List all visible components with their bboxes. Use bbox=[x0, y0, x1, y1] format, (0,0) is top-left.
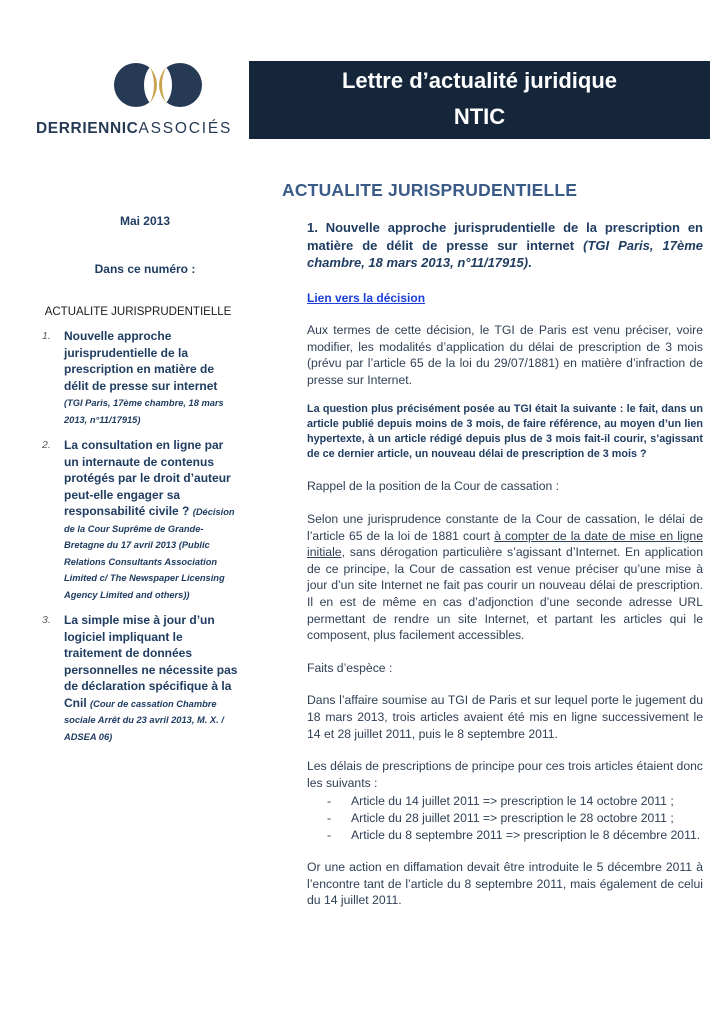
paragraph-intro: Aux termes de cette décision, le TGI de Paris est venu préciser, voire modifier, les modalités d’application du délai de prescription de 3 mois (prévu par l’article 65 de la loi du 29/07/1881) en matière d’infraction de presse sur Internet. bbox=[307, 323, 703, 387]
sidebar-section-title: ACTUALITE JURISPRUDENTIELLE bbox=[44, 306, 232, 318]
decision-link[interactable]: Lien vers la décision bbox=[307, 290, 426, 305]
company-logo bbox=[36, 62, 236, 142]
contents-item-title: La consultation en ligne par un internaute de contenus protégés par le droit d’auteur peut-elle engager sa responsabilité civile ? bbox=[64, 438, 231, 518]
issue-date: Mai 2013 bbox=[119, 214, 171, 228]
paragraph-jurisprudence: Selon une jurisprudence constante de la Cour de cassation, le délai de l’article 65 de la loi de 1881 court à compter de la date de mise en ligne initiale, sans dérogation particulière s’agissant d’Internet. En application de ce principe, la Cour de cassation est venue préciser qu’une mise à jour d’un site Internet ne fait pas courir un nouveau délai de prescription. Il en est de même en cas d’adjonction d’une seconde adresse URL permettant de rendre un site Internet, et partant les articles qui le composent, plus facilement accessibles. bbox=[307, 512, 703, 643]
underlined-phrase: à compter de la date de mise en ligne initiale bbox=[307, 528, 703, 560]
contents-item-2[interactable] bbox=[38, 437, 238, 602]
paragraph-reminder: Rappel de la position de la Cour de cassation : bbox=[307, 479, 560, 494]
contents-item-number: 3. bbox=[42, 614, 51, 626]
contents-list bbox=[38, 328, 238, 744]
contents-item-ref: (Décision de la Cour Suprême de Grande-Bretagne du 17 avril 2013 (Public Relations Consultants Association Limited c/ The Newspaper Licensing Agency Limited and others)) bbox=[64, 507, 235, 600]
paragraph-action: Or une action en diffamation devait être introduite le 5 décembre 2011 à l’encontre tant de l’article du 8 septembre 2011, mais également de celui du 14 juillet 2011. bbox=[307, 860, 703, 908]
logo-mark-icon bbox=[106, 62, 210, 108]
contents-item-number: 1. bbox=[42, 330, 51, 342]
newsletter-title: Lettre d’actualité juridique bbox=[341, 68, 618, 93]
list-item: - Article du 8 septembre 2011 => prescription le 8 décembre 2011. bbox=[327, 827, 701, 842]
list-item: - Article du 28 juillet 2011 => prescription le 28 octobre 2011 ; bbox=[327, 810, 674, 825]
paragraph-facts-label: Faits d’espèce : bbox=[307, 660, 393, 675]
question-paragraph: La question plus précisément posée au TGI était la suivante : le fait, dans un article publié depuis moins de 3 mois, de faire référence, au moyen d’un lien hypertexte, à un article rédigé depuis plus de 3 mois fait-il courir, s’agissant de ce dernier article, un nouveau délai de prescription de 3 mois ? bbox=[307, 403, 703, 461]
sidebar bbox=[38, 214, 238, 754]
section-heading: ACTUALITE JURISPRUDENTIELLE bbox=[282, 180, 578, 200]
contents-item-ref: (TGI Paris, 17ème chambre, 18 mars 2013, n°11/17915) bbox=[64, 398, 224, 425]
article bbox=[307, 219, 703, 909]
article-title-ref: (TGI Paris, 17ème chambre, 18 mars 2013, n°11/17915) bbox=[307, 237, 703, 270]
paragraph-deadlines: Les délais de prescriptions de principe pour ces trois articles étaient donc les suivants : bbox=[307, 759, 703, 790]
deadline-list bbox=[307, 793, 703, 843]
contents-item-ref: (Cour de cassation Chambre sociale Arrêt du 23 avril 2013, M. X. / ADSEA 06) bbox=[64, 698, 224, 742]
contents-item-title: Nouvelle approche jurisprudentielle de la prescription en matière de délit de presse sur internet bbox=[64, 329, 218, 393]
contents-item-number: 2. bbox=[42, 439, 51, 451]
list-item: - Article du 14 juillet 2011 => prescription le 14 octobre 2011 ; bbox=[327, 794, 674, 809]
newsletter-banner bbox=[249, 61, 710, 139]
paragraph-facts: Dans l’affaire soumise au TGI de Paris et sur lequel porte le jugement du 18 mars 2013, trois articles avaient été mis en ligne successivement le 14 et 28 juillet 2011, puis le 8 septembre 2011. bbox=[307, 693, 703, 741]
issue-label: Dans ce numéro : bbox=[94, 262, 196, 276]
contents-item-3[interactable] bbox=[38, 612, 238, 744]
contents-item-1[interactable] bbox=[38, 328, 238, 427]
logo-wordmark: DERRIENNICASSOCIÉS bbox=[36, 120, 233, 137]
newsletter-subtitle: NTIC bbox=[453, 104, 506, 129]
contents-item-title: La simple mise à jour d’un logiciel impliquant le traitement de données personnelles ne nécessite pas de déclaration spécifique à la Cnil bbox=[64, 613, 238, 710]
article-title: 1. Nouvelle approche jurisprudentielle de la prescription en matière de délit de presse sur internet (TGI Paris, 17ème chambre, 18 mars 2013, n°11/17915). bbox=[307, 220, 703, 270]
